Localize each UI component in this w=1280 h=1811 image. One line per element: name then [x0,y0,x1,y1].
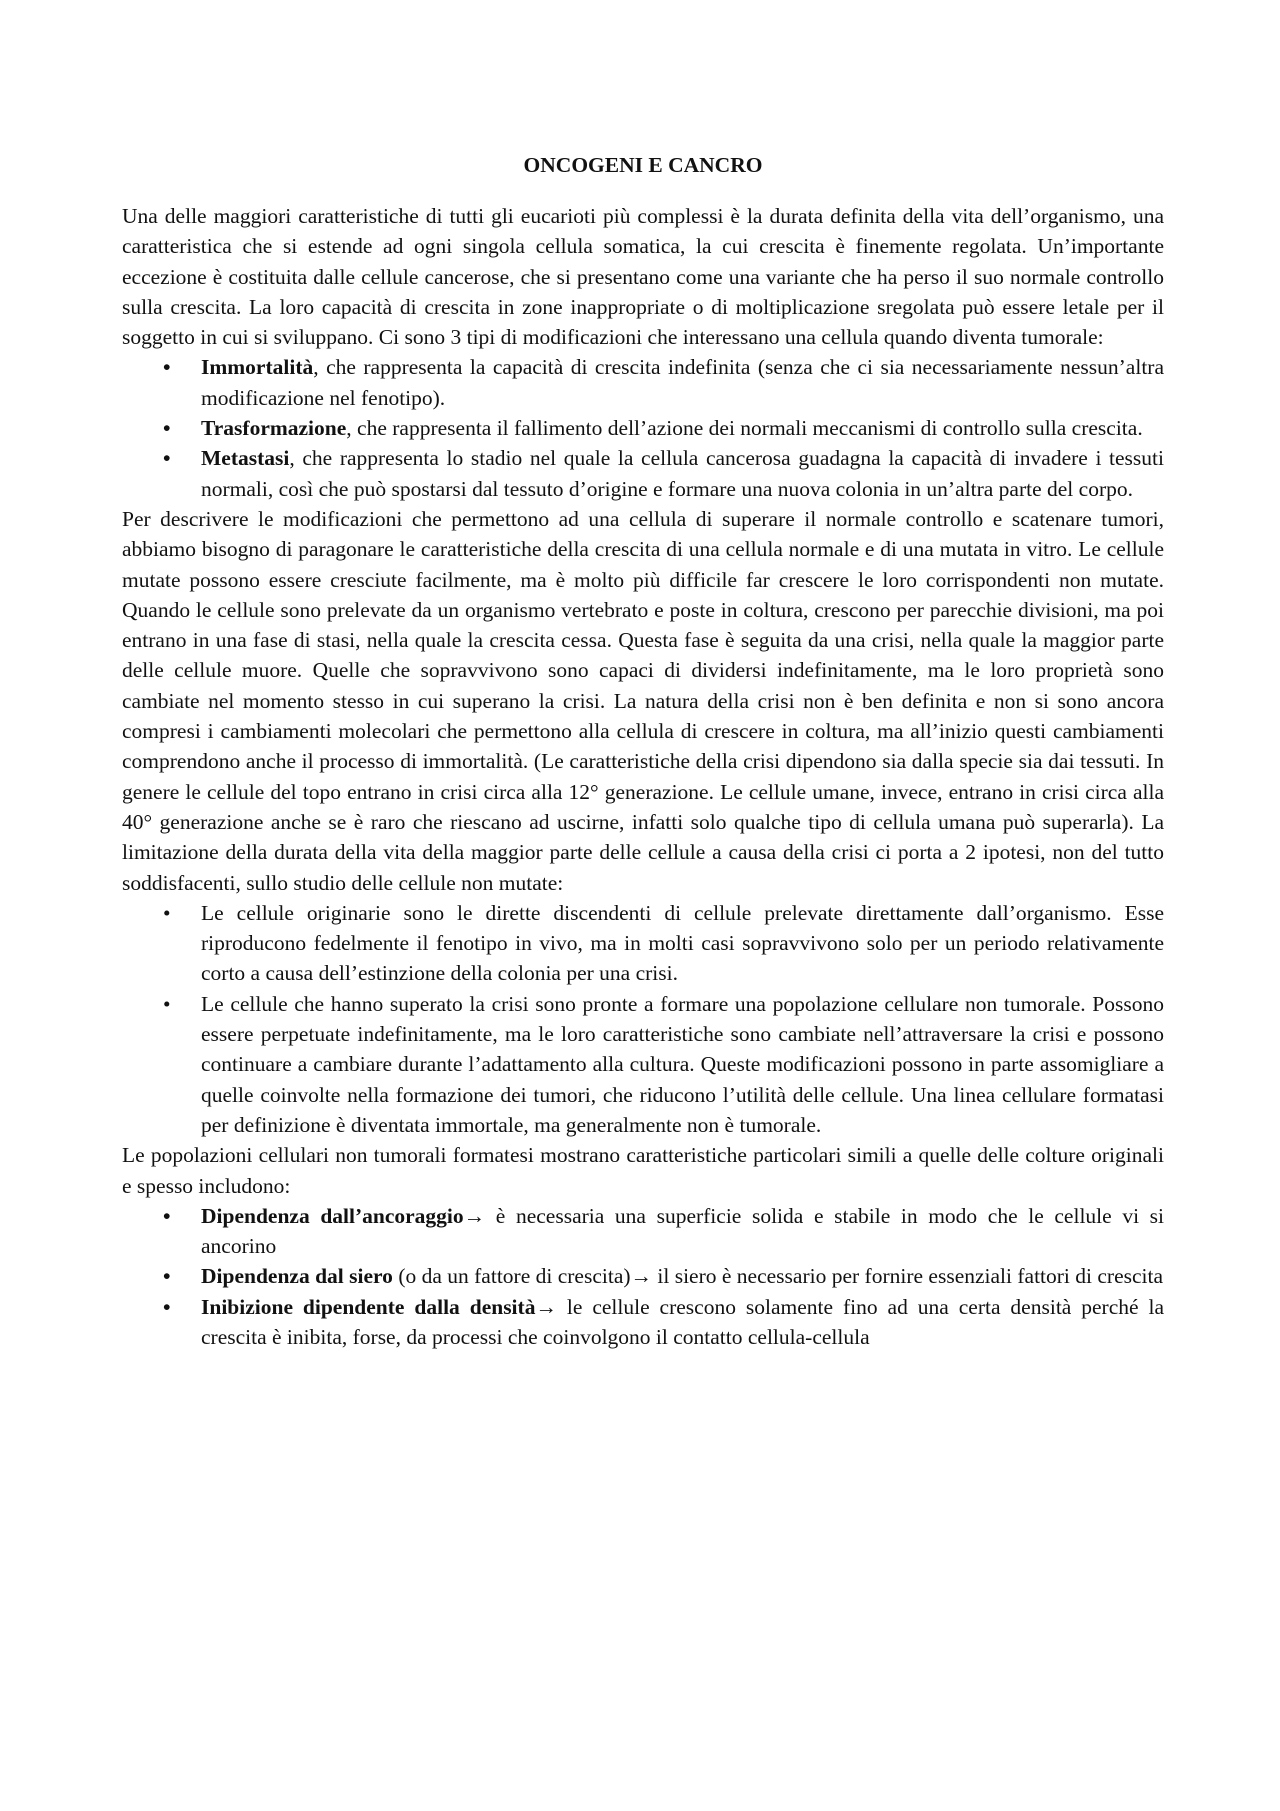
list-item-term: Inibizione dipendente dalla densità [201,1294,536,1319]
list-item [122,898,1164,989]
list-item [122,989,1164,1140]
list-item [122,352,1164,413]
bullet-icon: • [163,900,171,925]
bullet-icon: • [163,991,171,1016]
list-item-text: → è necessaria una superficie solida e stabile in modo che le cellule vi si ancorino [201,1203,1165,1259]
list-item [122,1201,1164,1262]
list-item-term: Trasformazione [201,416,347,441]
bullet-icon: • [163,1294,171,1319]
document-title: ONCOGENI E CANCRO [523,153,763,177]
bullet-icon: • [163,446,171,471]
list-item-text: , che rappresenta la capacità di crescita indefinita (senza che ci sia necessariamente nessun’altra modificazione nel fenotipo). [201,355,1164,410]
list-item-text: (o da un fattore di crescita)→ il siero è necessario per fornire essenziali fattori di crescita [392,1264,1164,1289]
list-item-term: Metastasi [201,446,290,471]
hypotheses-list [122,898,1164,1140]
list-item-text: Le cellule originarie sono le dirette discendenti di cellule prelevate direttamente dall’organismo. Esse riproducono fedelmente il fenotipo in vivo, ma in molti casi sopravvivono solo per un periodo relativamente corto a causa dell’estinzione della colonia per una crisi. [201,900,1164,986]
list-item [122,443,1164,504]
bullet-icon: • [163,1264,171,1289]
populations-paragraph: Le popolazioni cellulari non tumorali formatesi mostrano caratteristiche particolari simili a quelle delle colture originali e spesso includono: [122,1143,1164,1198]
list-item [122,1292,1164,1353]
features-list [122,1201,1164,1352]
culture-paragraph: Per descrivere le modificazioni che permettono ad una cellula di superare il normale controllo e scatenare tumori, abbiamo bisogno di paragonare le caratteristiche della crescita di una cellula normale e di una mutata in vitro. Le cellule mutate possono essere cresciute facilmente, ma è molto più difficile far crescere le loro corrispondenti non mutate. Quando le cellule sono prelevate da un organismo vertebrato e poste in coltura, crescono per parecchie divisioni, ma poi entrano in una fase di stasi, nella quale la crescita cessa. Questa fase è seguita da una crisi, nella quale la maggior parte delle cellule muore. Quelle che sopravvivono sono capaci di dividersi indefinitamente, ma le loro proprietà sono cambiate nel momento stesso in cui superano la crisi. La natura della crisi non è ben definita e non si sono ancora compresi i cambiamenti molecolari che permettono alla cellula di crescere in coltura, ma all’inizio questi cambiamenti comprendono anche il processo di immortalità. (Le caratteristiche della crisi dipendono sia dalla specie sia dai tessuti. In genere le cellule del topo entrano in crisi circa alla 12° generazione. Le cellule umane, invece, entrano in crisi circa alla 40° generazione anche se è raro che riescano ad uscirne, infatti solo qualche tipo di cellula umana può superarla). La limitazione della durata della vita della maggior parte delle cellule a causa della crisi ci porta a 2 ipotesi, non del tutto soddisfacenti, sullo studio delle cellule non mutate: [122,506,1164,895]
bullet-icon: • [163,355,171,380]
list-item-term: Immortalità [201,355,314,380]
list-item [122,1261,1164,1291]
intro-paragraph: Una delle maggiori caratteristiche di tutti gli eucarioti più complessi è la durata definita della vita dell’organismo, una caratteristica che si estende ad ogni singola cellula somatica, la cui crescita è finemente regolata. Un’importante eccezione è costituita dalle cellule cancerose, che si presentano come una variante che ha perso il suo normale controllo sulla crescita. La loro capacità di crescita in zone inappropriate o di moltiplicazione sregolata può essere letale per il soggetto in cui si sviluppano. Ci sono 3 tipi di modificazioni che interessano una cellula quando diventa tumorale: [122,204,1164,350]
bullet-icon: • [163,416,171,441]
list-item-term: Dipendenza dal siero [201,1264,393,1289]
list-item-text: , che rappresenta il fallimento dell’azione dei normali meccanismi di controllo sulla crescita. [346,416,1143,441]
list-item-text: Le cellule che hanno superato la crisi sono pronte a formare una popolazione cellulare non tumorale. Possono essere perpetuate indefinitamente, ma le loro caratteristiche sono cambiate nell’attraversare la crisi e possono continuare a cambiare durante l’adattamento alla cultura. Queste modificazioni possono in parte assomigliare a quelle coinvolte nella formazione dei tumori, che riducono l’utilità delle cellule. Una linea cellulare formatasi per definizione è diventata immortale, ma generalmente non è tumorale. [201,991,1164,1137]
list-item [122,413,1164,443]
modifications-list [122,352,1164,503]
list-item-text: , che rappresenta lo stadio nel quale la cellula cancerosa guadagna la capacità di invadere i tessuti normali, così che può spostarsi dal tessuto d’origine e formare una nuova colonia in un’altra parte del corpo. [201,446,1164,501]
list-item-term: Dipendenza dall’ancoraggio [201,1203,464,1228]
document-page [122,150,1164,1352]
list-item-text: → le cellule crescono solamente fino ad una certa densità perché la crescita è inibita, forse, da processi che coinvolgono il contatto cellula-cellula [201,1294,1164,1349]
bullet-icon: • [163,1203,171,1228]
